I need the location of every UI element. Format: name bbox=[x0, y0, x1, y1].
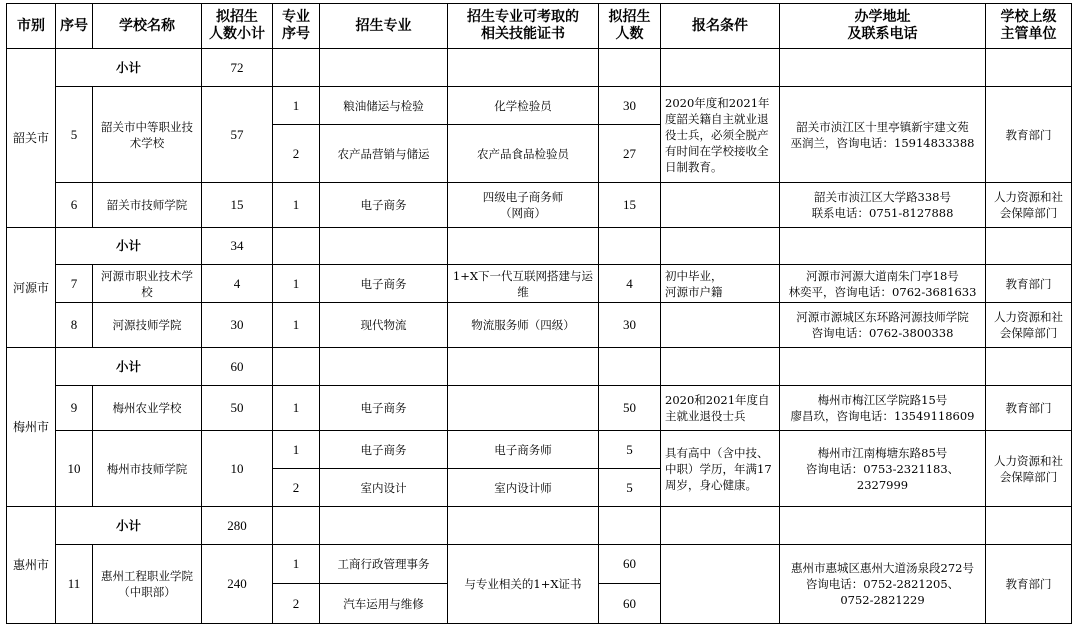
table-row bbox=[7, 87, 1072, 125]
subtotal-label bbox=[56, 228, 202, 265]
major-name bbox=[320, 265, 448, 303]
city-cell-text: 梅州市 bbox=[12, 420, 49, 434]
cert-cell bbox=[448, 469, 599, 507]
cert-cell bbox=[448, 431, 599, 469]
empty-cell bbox=[448, 49, 599, 87]
dept-cell bbox=[986, 545, 1072, 624]
school-total bbox=[202, 87, 273, 183]
major-name-text: 粮油储运与检验 bbox=[343, 98, 424, 113]
empty-cell bbox=[780, 49, 986, 87]
school-seq bbox=[56, 265, 93, 303]
subtotal-label-text: 小计 bbox=[115, 358, 141, 374]
address-cell bbox=[780, 265, 986, 303]
school-seq bbox=[56, 386, 93, 431]
major-quota-text: 27 bbox=[623, 145, 636, 161]
major-seq bbox=[273, 183, 320, 228]
address-cell bbox=[780, 303, 986, 348]
conditions-cell-text: 具有高中（含中技、中职）学历，年满17周岁，身心健康。 bbox=[665, 445, 772, 492]
empty-cell bbox=[273, 348, 320, 386]
table-row bbox=[7, 386, 1072, 431]
major-quota-text: 60 bbox=[623, 556, 636, 571]
school-seq bbox=[56, 183, 93, 228]
school-total bbox=[202, 545, 273, 624]
dept-cell-text: 人力资源和社会保障部门 bbox=[994, 310, 1063, 340]
cert-cell-text: 农产品食品检验员 bbox=[477, 146, 569, 161]
header-seq: 序号 bbox=[56, 4, 93, 49]
major-quota-text: 5 bbox=[626, 479, 633, 495]
header-address-text: 办学地址 及联系电话 bbox=[847, 9, 918, 42]
subtotal-value bbox=[202, 49, 273, 87]
major-name-text: 工商行政管理事务 bbox=[337, 557, 430, 571]
school-total bbox=[202, 386, 273, 431]
conditions-cell-text: 2020年度和2021年度韶关籍自主就业退役士兵，必须全脱产有时间在学校接收全日制教育。 bbox=[665, 95, 770, 174]
enrollment-table bbox=[6, 3, 1072, 624]
major-seq-text: 2 bbox=[292, 595, 300, 611]
conditions-cell bbox=[661, 386, 780, 431]
school-name bbox=[93, 386, 202, 431]
major-name-text: 室内设计 bbox=[360, 480, 407, 495]
address-cell bbox=[780, 87, 986, 183]
conditions-cell bbox=[661, 87, 780, 183]
major-seq bbox=[273, 87, 320, 125]
subtotal-label bbox=[56, 507, 202, 545]
subtotal-row bbox=[7, 49, 1072, 87]
address-cell-text: 韶关市浈江区大学路338号 联系电话：0751-8127888 bbox=[811, 190, 954, 220]
school-seq bbox=[56, 87, 93, 183]
empty-cell bbox=[986, 49, 1072, 87]
major-name-text: 农产品营销与储运 bbox=[337, 146, 430, 161]
major-seq bbox=[273, 584, 320, 624]
major-name bbox=[320, 545, 448, 584]
school-seq bbox=[56, 303, 93, 348]
school-seq-text: 6 bbox=[70, 197, 78, 212]
table-body bbox=[7, 49, 1072, 624]
school-total-text: 240 bbox=[227, 576, 247, 591]
empty-cell bbox=[320, 348, 448, 386]
subtotal-value-text: 34 bbox=[230, 238, 244, 253]
empty-cell bbox=[599, 49, 661, 87]
empty-cell bbox=[661, 49, 780, 87]
header-dept-text: 学校上级 主管单位 bbox=[1000, 9, 1057, 42]
major-seq bbox=[273, 469, 320, 507]
school-total bbox=[202, 431, 273, 507]
empty-cell bbox=[986, 507, 1072, 545]
header-conditions: 报名条件 bbox=[661, 4, 780, 49]
major-seq bbox=[273, 125, 320, 183]
school-seq-text: 7 bbox=[70, 275, 78, 291]
conditions-cell bbox=[661, 265, 780, 303]
header-major-seq-text: 专业 序号 bbox=[282, 9, 310, 42]
cert-cell-text: 化学检验员 bbox=[494, 98, 552, 113]
major-quota bbox=[599, 431, 661, 469]
address-cell-text: 河源市河源大道南朱门亭18号 林奕平，咨询电话：0762-3681633 bbox=[788, 268, 977, 299]
header-dept bbox=[986, 4, 1072, 49]
subtotal-value-text: 72 bbox=[230, 59, 244, 75]
header-major-seq bbox=[273, 4, 320, 49]
major-seq bbox=[273, 265, 320, 303]
major-quota-text: 50 bbox=[623, 400, 636, 415]
subtotal-label bbox=[56, 348, 202, 386]
empty-cell bbox=[661, 507, 780, 545]
major-seq-text: 1 bbox=[292, 275, 300, 291]
empty-cell bbox=[780, 228, 986, 265]
header-major: 招生专业 bbox=[320, 4, 448, 49]
empty-cell bbox=[320, 228, 448, 265]
school-name bbox=[93, 183, 202, 228]
cert-cell bbox=[448, 386, 599, 431]
major-name bbox=[320, 386, 448, 431]
address-cell-text: 梅州市江南梅塘东路85号 咨询电话：0753-2321183、2327999 bbox=[805, 445, 960, 492]
dept-cell-text: 人力资源和社会保障部门 bbox=[994, 190, 1063, 220]
major-name-text: 电子商务 bbox=[360, 401, 407, 415]
cert-cell-text: 四级电子商务师 （网商） bbox=[482, 190, 564, 220]
major-seq-text: 1 bbox=[292, 97, 300, 113]
major-seq-text: 1 bbox=[292, 441, 300, 457]
header-total-text: 拟招生 人数小计 bbox=[209, 9, 265, 42]
major-quota bbox=[599, 303, 661, 348]
empty-cell bbox=[986, 348, 1072, 386]
cert-cell bbox=[448, 87, 599, 125]
empty-cell bbox=[273, 49, 320, 87]
major-quota-text: 15 bbox=[623, 197, 636, 212]
subtotal-value-text: 60 bbox=[230, 358, 244, 374]
empty-cell bbox=[448, 507, 599, 545]
major-seq-text: 1 bbox=[292, 556, 300, 571]
school-name-text: 梅州农业学校 bbox=[112, 401, 182, 415]
school-name-text: 河源技师学院 bbox=[112, 318, 182, 332]
school-total-text: 57 bbox=[230, 126, 244, 142]
table-row bbox=[7, 303, 1072, 348]
cert-cell-text: 与专业相关的1+X证书 bbox=[464, 577, 582, 591]
school-total-text: 15 bbox=[230, 197, 244, 212]
conditions-cell bbox=[661, 545, 780, 624]
subtotal-label bbox=[56, 49, 202, 87]
subtotal-value bbox=[202, 228, 273, 265]
major-quota bbox=[599, 584, 661, 624]
major-quota-text: 30 bbox=[623, 317, 636, 332]
conditions-cell bbox=[661, 183, 780, 228]
major-quota-text: 4 bbox=[626, 275, 633, 291]
dept-cell bbox=[986, 87, 1072, 183]
city-cell-text: 韶关市 bbox=[12, 131, 49, 145]
subtotal-row bbox=[7, 507, 1072, 545]
major-quota bbox=[599, 183, 661, 228]
major-name-text: 汽车运用与维修 bbox=[343, 596, 424, 611]
subtotal-row bbox=[7, 228, 1072, 265]
cert-cell bbox=[448, 303, 599, 348]
major-quota-text: 30 bbox=[623, 97, 636, 113]
school-name-text: 河源市职业技术学校 bbox=[101, 268, 193, 299]
subtotal-value bbox=[202, 507, 273, 545]
major-quota bbox=[599, 386, 661, 431]
address-cell bbox=[780, 545, 986, 624]
dept-cell-text: 教育部门 bbox=[1005, 127, 1052, 142]
empty-cell bbox=[661, 228, 780, 265]
school-seq-text: 9 bbox=[70, 400, 78, 415]
city-cell bbox=[7, 49, 56, 228]
school-name-text: 梅州市技师学院 bbox=[106, 461, 188, 476]
school-seq-text: 10 bbox=[67, 460, 81, 476]
city-cell-text: 惠州市 bbox=[12, 558, 49, 572]
dept-cell bbox=[986, 265, 1072, 303]
table-row bbox=[7, 265, 1072, 303]
header-cert-text: 招生专业可考取的 相关技能证书 bbox=[467, 9, 579, 42]
major-quota-text: 60 bbox=[623, 595, 636, 611]
dept-cell-text: 人力资源和社会保障部门 bbox=[994, 453, 1063, 484]
cert-cell bbox=[448, 183, 599, 228]
empty-cell bbox=[320, 507, 448, 545]
school-seq bbox=[56, 431, 93, 507]
empty-cell bbox=[320, 49, 448, 87]
major-seq bbox=[273, 303, 320, 348]
subtotal-label-text: 小计 bbox=[115, 59, 141, 75]
major-name bbox=[320, 584, 448, 624]
major-quota bbox=[599, 545, 661, 584]
header-quota-text: 拟招生 人数 bbox=[608, 9, 651, 42]
major-seq-text: 2 bbox=[292, 479, 300, 495]
empty-cell bbox=[780, 348, 986, 386]
empty-cell bbox=[448, 228, 599, 265]
subtotal-value-text: 280 bbox=[227, 517, 247, 533]
major-name-text: 电子商务 bbox=[360, 276, 407, 291]
address-cell-text: 河源市源城区东环路河源技师学院 咨询电话：0762-3800338 bbox=[796, 310, 969, 340]
empty-cell bbox=[986, 228, 1072, 265]
major-quota bbox=[599, 87, 661, 125]
school-total-text: 30 bbox=[230, 317, 244, 332]
cert-cell-text: 电子商务师 bbox=[494, 442, 552, 457]
conditions-cell-text: 初中毕业， 河源市户籍 bbox=[665, 268, 723, 299]
subtotal-value bbox=[202, 348, 273, 386]
major-name-text: 电子商务 bbox=[360, 198, 407, 212]
major-quota bbox=[599, 469, 661, 507]
dept-cell bbox=[986, 183, 1072, 228]
school-seq bbox=[56, 545, 93, 624]
empty-cell bbox=[780, 507, 986, 545]
school-name bbox=[93, 303, 202, 348]
major-name-text: 现代物流 bbox=[360, 318, 407, 332]
header-row bbox=[7, 4, 1072, 49]
major-seq-text: 1 bbox=[292, 317, 300, 332]
header-cert bbox=[448, 4, 599, 49]
subtotal-label-text: 小计 bbox=[115, 238, 141, 253]
school-total bbox=[202, 303, 273, 348]
address-cell-text: 惠州市惠城区惠州大道汤泉段272号 咨询电话：0752-2821205、 0752-2821229 bbox=[791, 561, 974, 607]
cert-cell bbox=[448, 125, 599, 183]
major-quota-text: 5 bbox=[626, 441, 633, 457]
header-address bbox=[780, 4, 986, 49]
major-name bbox=[320, 431, 448, 469]
empty-cell bbox=[599, 507, 661, 545]
school-seq-text: 11 bbox=[67, 576, 81, 591]
school-total bbox=[202, 183, 273, 228]
school-name-text: 韶关市技师学院 bbox=[106, 198, 188, 212]
major-name-text: 电子商务 bbox=[360, 442, 407, 457]
major-seq bbox=[273, 545, 320, 584]
cert-cell bbox=[448, 545, 599, 624]
city-cell bbox=[7, 348, 56, 507]
major-seq bbox=[273, 386, 320, 431]
city-cell-text: 河源市 bbox=[12, 280, 49, 295]
dept-cell-text: 教育部门 bbox=[1005, 577, 1052, 591]
empty-cell bbox=[273, 507, 320, 545]
school-name bbox=[93, 431, 202, 507]
city-cell bbox=[7, 507, 56, 624]
major-name bbox=[320, 303, 448, 348]
cert-cell bbox=[448, 265, 599, 303]
header-school: 学校名称 bbox=[93, 4, 202, 49]
dept-cell bbox=[986, 431, 1072, 507]
major-seq-text: 2 bbox=[292, 145, 300, 161]
address-cell-text: 梅州市梅江区学院路15号 廖昌玖，咨询电话：13549118609 bbox=[790, 393, 975, 423]
header-quota bbox=[599, 4, 661, 49]
address-cell bbox=[780, 431, 986, 507]
major-name bbox=[320, 125, 448, 183]
school-seq-text: 8 bbox=[70, 317, 78, 332]
school-name-text: 惠州工程职业学院 （中职部） bbox=[101, 569, 193, 599]
school-total-text: 10 bbox=[230, 460, 244, 476]
address-cell bbox=[780, 183, 986, 228]
empty-cell bbox=[273, 228, 320, 265]
conditions-cell bbox=[661, 303, 780, 348]
school-name bbox=[93, 87, 202, 183]
conditions-cell-text: 2020和2021年度自主就业退役士兵 bbox=[665, 393, 770, 423]
header-city: 市别 bbox=[7, 4, 56, 49]
cert-cell-text: 物流服务师（四级） bbox=[471, 318, 575, 332]
address-cell bbox=[780, 386, 986, 431]
major-quota bbox=[599, 265, 661, 303]
empty-cell bbox=[661, 348, 780, 386]
header-total bbox=[202, 4, 273, 49]
empty-cell bbox=[448, 348, 599, 386]
empty-cell bbox=[599, 348, 661, 386]
major-name bbox=[320, 87, 448, 125]
major-name bbox=[320, 183, 448, 228]
cert-cell-text: 1+X下一代互联网搭建与运维 bbox=[452, 268, 594, 299]
table-row bbox=[7, 431, 1072, 469]
major-seq-text: 1 bbox=[292, 197, 300, 212]
dept-cell bbox=[986, 303, 1072, 348]
school-name bbox=[93, 545, 202, 624]
empty-cell bbox=[599, 228, 661, 265]
table-row bbox=[7, 183, 1072, 228]
subtotal-label-text: 小计 bbox=[115, 517, 141, 533]
school-total bbox=[202, 265, 273, 303]
major-seq-text: 1 bbox=[292, 400, 300, 415]
subtotal-row bbox=[7, 348, 1072, 386]
school-name-text: 韶关市中等职业技术学校 bbox=[101, 119, 193, 150]
table-row bbox=[7, 545, 1072, 584]
school-total-text: 4 bbox=[233, 275, 241, 291]
conditions-cell bbox=[661, 431, 780, 507]
dept-cell-text: 教育部门 bbox=[1005, 401, 1052, 415]
major-name bbox=[320, 469, 448, 507]
school-name bbox=[93, 265, 202, 303]
dept-cell bbox=[986, 386, 1072, 431]
school-total-text: 50 bbox=[230, 400, 244, 415]
address-cell-text: 韶关市浈江区十里亭镇新宇建文苑 巫润兰，咨询电话：15914833388 bbox=[790, 119, 975, 150]
dept-cell-text: 教育部门 bbox=[1005, 276, 1052, 291]
city-cell bbox=[7, 228, 56, 348]
cert-cell-text: 室内设计师 bbox=[494, 480, 552, 495]
major-seq bbox=[273, 431, 320, 469]
school-seq-text: 5 bbox=[70, 126, 78, 142]
major-quota bbox=[599, 125, 661, 183]
